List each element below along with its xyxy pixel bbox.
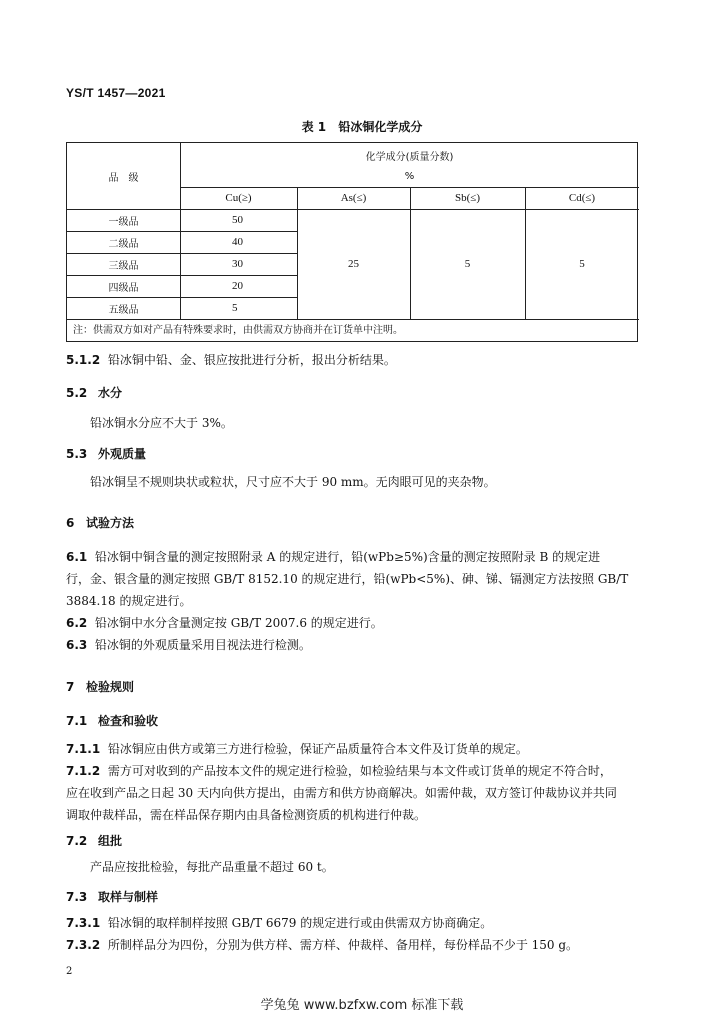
- clause-6-3: [66, 634, 311, 656]
- footer-watermark[interactable]: 学兔兔 www.bzfxw.com 标准下载: [260, 998, 464, 1013]
- clause-number: 6.2: [66, 616, 88, 630]
- clause-text: 铅冰铜中铅、金、银应按批进行分析，报出分析结果。: [107, 353, 396, 367]
- clause-6-1-line3: 3884.18 的规定进行。: [66, 594, 192, 608]
- heading-number: 7: [66, 680, 75, 694]
- grade-cell: 二级品: [108, 238, 139, 250]
- clause-number: 6.3: [66, 638, 88, 652]
- cu-value: 20: [232, 280, 243, 292]
- clause-text: 铅冰铜中水分含量测定按 GB/T 2007.6 的规定进行。: [94, 616, 383, 630]
- paragraph: 产品应按批检验，每批产品重量不超过 60 t。: [90, 860, 334, 874]
- composition-table: [66, 142, 638, 342]
- heading-number: 7.3: [66, 890, 88, 904]
- clause-number: 5.1.2: [66, 353, 101, 367]
- clause-number: 7.3.2: [66, 938, 101, 952]
- heading-number: 7.1: [66, 714, 88, 728]
- heading-number: 5.3: [66, 447, 88, 461]
- heading-number: 6: [66, 516, 75, 530]
- cd-value: 5: [579, 258, 585, 270]
- grade-cell: 五级品: [108, 304, 139, 316]
- grade-cell: 一级品: [108, 216, 139, 228]
- table-label: 表 1: [301, 120, 327, 134]
- clause-7-3-2: [66, 934, 578, 956]
- as-value: 25: [348, 258, 359, 270]
- clause-text: 铅冰铜的取样制样按照 GB/T 6679 的规定进行或由供需双方协商确定。: [107, 916, 493, 930]
- heading-title: 水分: [98, 386, 123, 400]
- grade-cell: 三级品: [108, 260, 139, 272]
- heading-title: 试验方法: [86, 516, 135, 530]
- clause-7-1-2-line1: [66, 760, 612, 782]
- col-header-sb: Sb(≤): [455, 192, 480, 204]
- heading-7-3: [66, 886, 158, 908]
- table-title: 铅冰铜化学成分: [338, 120, 423, 134]
- clause-text: 铅冰铜中铜含量的测定按照附录 A 的规定进行，铅(wPb≥5%)含量的测定按照附录 B 的规定进: [94, 550, 601, 564]
- heading-7-1: [66, 710, 158, 732]
- heading-5-3: [66, 443, 146, 465]
- clause-number: 7.3.1: [66, 916, 101, 930]
- standard-code: YS/T 1457—2021: [66, 86, 166, 100]
- grade-header: 品 级: [108, 172, 139, 184]
- unit-label: %: [404, 170, 415, 182]
- col-header-cu: Cu(≥): [225, 192, 252, 204]
- clause-number: 7.1.2: [66, 764, 101, 778]
- clause-text: 铅冰铜应由供方或第三方进行检验，保证产品质量符合本文件及订货单的规定。: [107, 742, 528, 756]
- clause-6-1-line1: [66, 546, 600, 568]
- clause-5-1-2: [66, 349, 396, 371]
- grade-cell: 四级品: [108, 282, 139, 294]
- page-number: 2: [66, 966, 73, 977]
- composition-header: 化学成分(质量分数): [365, 151, 454, 163]
- clause-number: 7.1.1: [66, 742, 101, 756]
- heading-title: 取样与制样: [98, 890, 159, 904]
- heading-number: 5.2: [66, 386, 88, 400]
- col-header-as: As(≤): [340, 192, 367, 204]
- clause-7-1-2-line3: 调取仲裁样品，需在样品保存期内由具备检测资质的机构进行仲裁。: [66, 808, 427, 822]
- clause-number: 6.1: [66, 550, 88, 564]
- heading-title: 检验规则: [86, 680, 135, 694]
- cu-value: 50: [232, 214, 243, 226]
- clause-7-1-1: [66, 738, 528, 760]
- heading-7: [66, 676, 134, 698]
- clause-6-1-line2: 行，金、银含量的测定按照 GB/T 8152.10 的规定进行，铅(wPb<5%)、砷、锑、镉测定方法按照 GB/T: [66, 572, 629, 586]
- paragraph: 铅冰铜呈不规则块状或粒状，尺寸应不大于 90 mm。无肉眼可见的夹杂物。: [90, 475, 496, 489]
- clause-7-1-2-line2: 应在收到产品之日起 30 天内向供方提出，由需方和供方协商解决。如需仲裁，双方签订仲裁协议并共同: [66, 786, 617, 800]
- table-caption: [0, 118, 724, 135]
- clause-7-3-1: [66, 912, 492, 934]
- paragraph: 铅冰铜水分应不大于 3%。: [90, 416, 233, 430]
- clause-text: 需方可对收到的产品按本文件的规定进行检验，如检验结果与本文件或订货单的规定不符合时，: [107, 764, 612, 778]
- cu-value: 5: [232, 302, 238, 314]
- clause-text: 所制样品分为四份，分别为供方样、需方样、仲裁样、备用样，每份样品不少于 150 g。: [107, 938, 579, 952]
- heading-title: 检查和验收: [98, 714, 159, 728]
- clause-6-2: [66, 612, 383, 634]
- table-note: 注：供需双方如对产品有特殊要求时，由供需双方协商并在订货单中注明。: [73, 325, 403, 336]
- heading-6: [66, 512, 134, 534]
- heading-title: 组批: [98, 834, 123, 848]
- heading-title: 外观质量: [98, 447, 147, 461]
- heading-number: 7.2: [66, 834, 88, 848]
- heading-7-2: [66, 830, 122, 852]
- cu-value: 30: [232, 258, 243, 270]
- clause-text: 铅冰铜的外观质量采用目视法进行检测。: [94, 638, 311, 652]
- sb-value: 5: [464, 258, 471, 270]
- cu-value: 40: [232, 236, 243, 248]
- col-header-cd: Cd(≤): [568, 192, 596, 204]
- heading-5-2: [66, 382, 122, 404]
